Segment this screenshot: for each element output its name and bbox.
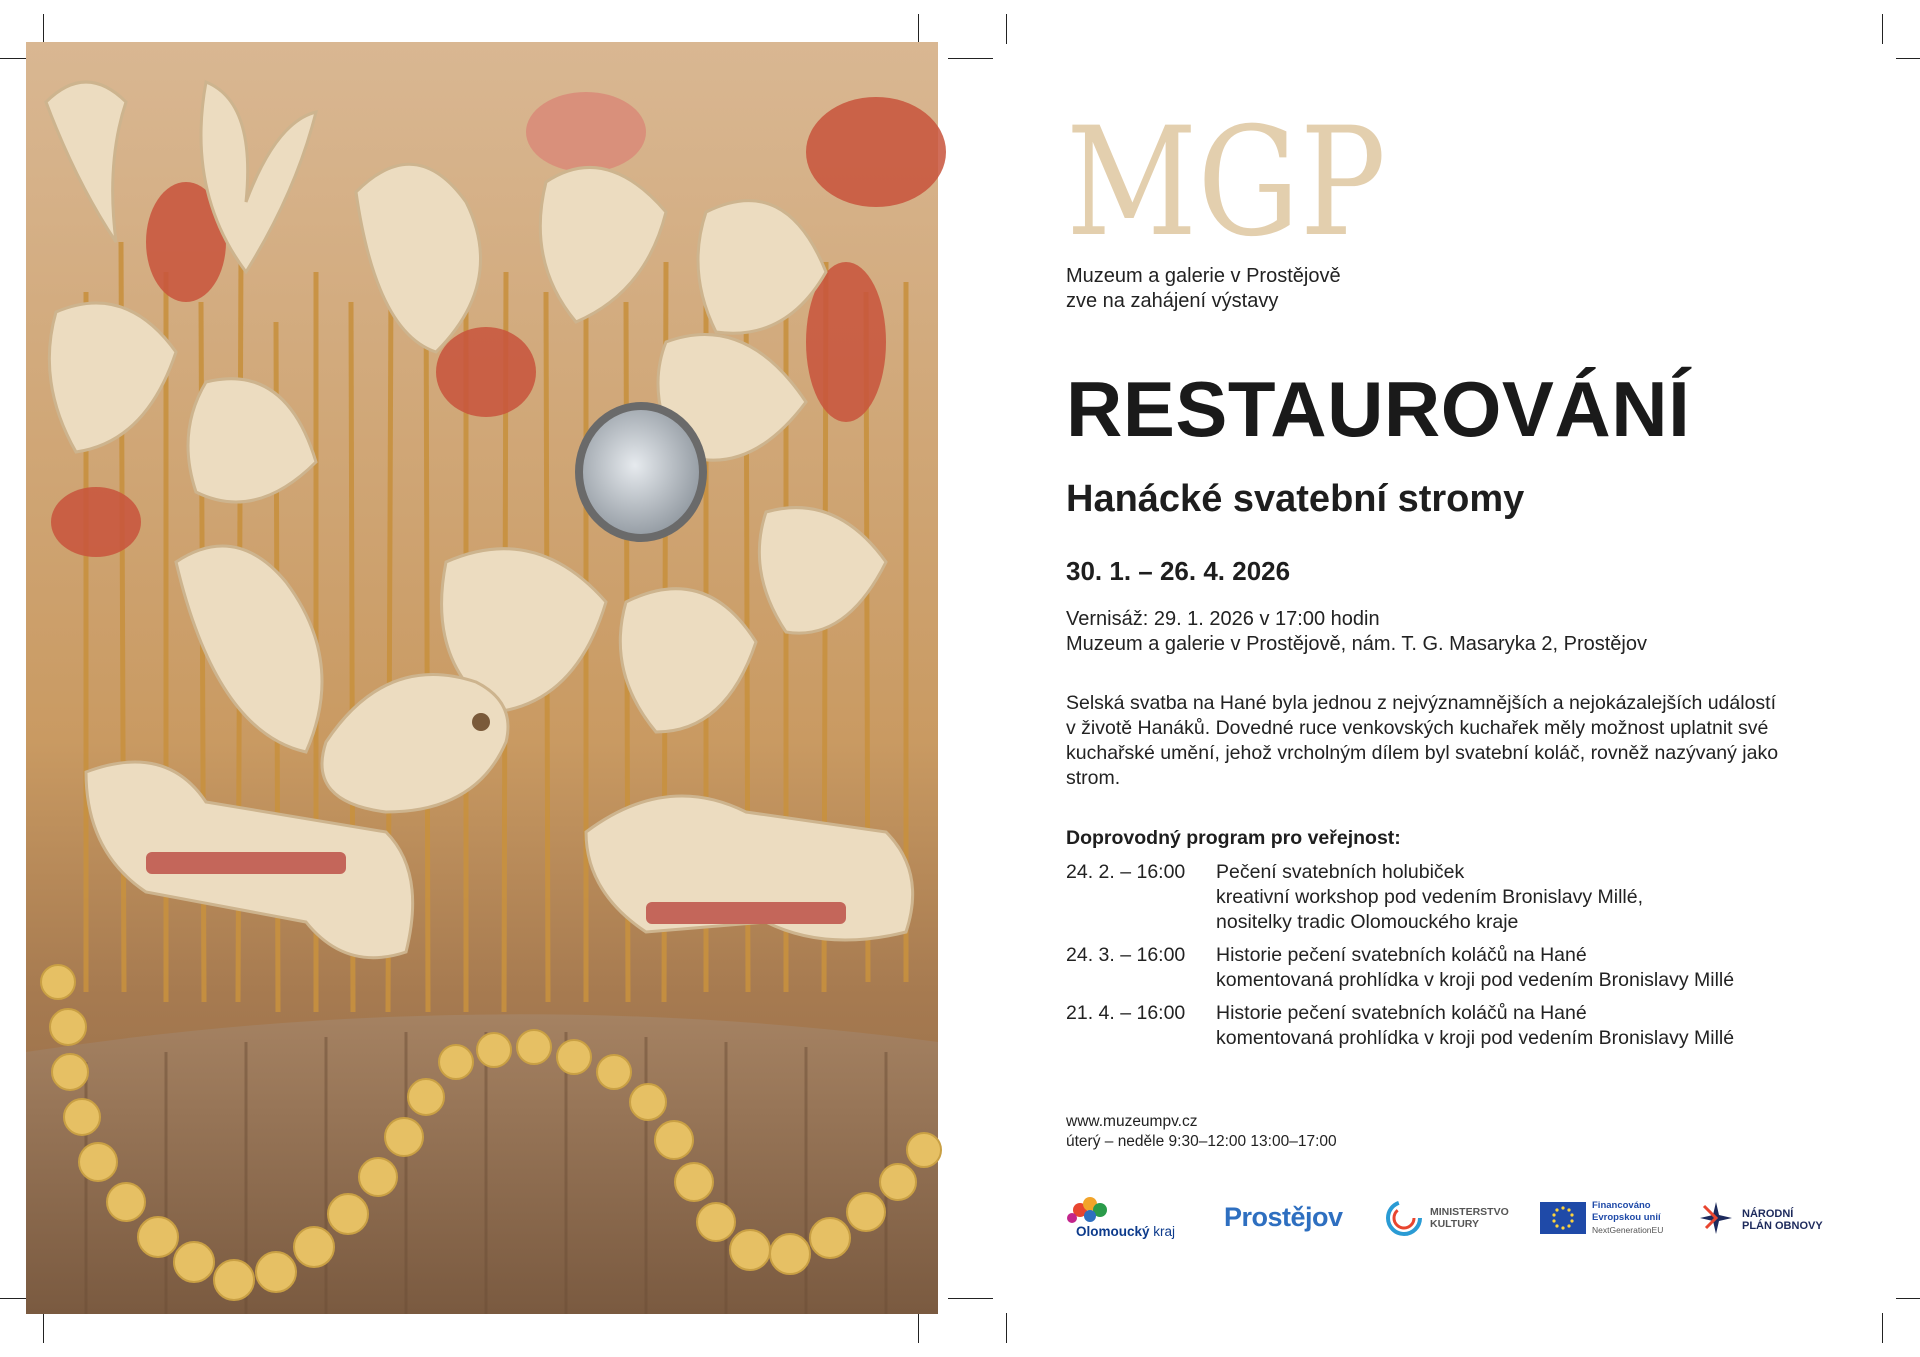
eu-line: NextGenerationEU — [1592, 1225, 1664, 1235]
description-line: Selská svatba na Hané byla jednou z nejvýznamnějších a nejokázalejších událostí — [1066, 692, 1777, 714]
ministerstvo-line: KULTURY — [1430, 1218, 1479, 1230]
program-line: Historie pečení svatebních koláčů na Hané — [1216, 944, 1587, 966]
program-date: 24. 3. – 16:00 — [1066, 944, 1186, 966]
crop-mark — [1896, 58, 1920, 59]
description-line: kuchařské umění, jehož vrcholným dílem byl svatební koláč, rovněž nazývaný jako — [1066, 742, 1779, 764]
crop-mark — [918, 14, 919, 44]
olomoucky-name: Olomoucký — [1076, 1224, 1150, 1239]
intro-line: Muzeum a galerie v Prostějově — [1066, 265, 1341, 287]
olomoucky-kraj-logo — [1066, 1196, 1206, 1244]
mgp-logo-text: MGP — [1066, 96, 1386, 270]
description-line: v životě Hanáků. Dovedné ruce venkovských kuchařek měly možnost uplatnit své — [1066, 717, 1769, 739]
vernisage-line: Muzeum a galerie v Prostějově, nám. T. G. Masaryka 2, Prostějov — [1066, 633, 1647, 655]
crop-mark — [918, 1313, 919, 1343]
program-text — [1216, 943, 1734, 993]
narodni-plan-obnovy-logo — [1696, 1196, 1836, 1244]
exhibition-subtitle: Hanácké svatební stromy — [1066, 478, 1525, 520]
exhibition-title: RESTAUROVÁNÍ — [1066, 365, 1691, 453]
crop-mark — [1006, 1313, 1007, 1343]
program-date: 24. 2. – 16:00 — [1066, 861, 1186, 883]
eu-funding-logo — [1540, 1196, 1680, 1244]
crop-mark — [948, 58, 993, 59]
vernisage-line: Vernisáž: 29. 1. 2026 v 17:00 hodin — [1066, 608, 1380, 630]
program-heading: Doprovodný program pro veřejnost: — [1066, 827, 1401, 849]
crop-mark — [1882, 1313, 1883, 1343]
crop-mark — [43, 14, 44, 44]
program-line: komentovaná prohlídka v kroji pod vedením Bronislavy Millé — [1216, 1027, 1735, 1049]
crop-mark — [1882, 14, 1883, 44]
eu-flag-icon — [1540, 1202, 1586, 1234]
footer-info — [1066, 1112, 1337, 1152]
ministerstvo-kultury-logo — [1384, 1196, 1514, 1244]
eu-label — [1592, 1200, 1663, 1236]
opening-hours: úterý – neděle 9:30–12:00 13:00–17:00 — [1066, 1133, 1337, 1150]
ministerstvo-line: MINISTERSTVO — [1430, 1206, 1509, 1218]
ministerstvo-label — [1430, 1206, 1509, 1230]
intro-text — [1066, 264, 1341, 314]
npo-star-icon — [1696, 1198, 1736, 1238]
vernisage-info — [1066, 607, 1647, 657]
program-line: komentovaná prohlídka v kroji pod vedením Bronislavy Millé — [1216, 969, 1735, 991]
info-column — [1066, 0, 1866, 1357]
eu-line: Evropskou unií — [1592, 1212, 1661, 1223]
program-line: kreativní workshop pod vedením Bronislavy Millé, — [1216, 886, 1644, 908]
npo-line: PLÁN OBNOVY — [1742, 1220, 1823, 1232]
prostejov-label: Prostějov — [1224, 1202, 1343, 1232]
website-link[interactable]: www.muzeumpv.cz — [1066, 1113, 1198, 1130]
crop-mark — [1896, 1298, 1920, 1299]
description — [1066, 691, 1836, 791]
program-date: 21. 4. – 16:00 — [1066, 1002, 1186, 1024]
program-text — [1216, 860, 1643, 935]
mgp-logo — [1066, 96, 1396, 270]
prostejov-logo — [1224, 1196, 1354, 1244]
olomoucky-suffix: kraj — [1153, 1224, 1176, 1239]
npo-label — [1742, 1208, 1823, 1232]
crop-mark — [1006, 14, 1007, 44]
exhibition-dates: 30. 1. – 26. 4. 2026 — [1066, 556, 1291, 586]
program-text — [1216, 1001, 1734, 1051]
eu-line: Financováno — [1592, 1200, 1651, 1211]
crop-mark — [948, 1298, 993, 1299]
olomoucky-kraj-label — [1076, 1224, 1175, 1239]
program-line: nositelky tradic Olomouckého kraje — [1216, 911, 1519, 933]
description-line: strom. — [1066, 767, 1121, 789]
ministry-c-icon — [1384, 1198, 1424, 1238]
program-line: Pečení svatebních holubiček — [1216, 861, 1465, 883]
crop-mark — [43, 1313, 44, 1343]
intro-line: zve na zahájení výstavy — [1066, 290, 1279, 312]
wedding-cake-tree-photo — [26, 42, 938, 1314]
npo-line: NÁRODNÍ — [1742, 1208, 1794, 1220]
program-line: Historie pečení svatebních koláčů na Hané — [1216, 1002, 1587, 1024]
